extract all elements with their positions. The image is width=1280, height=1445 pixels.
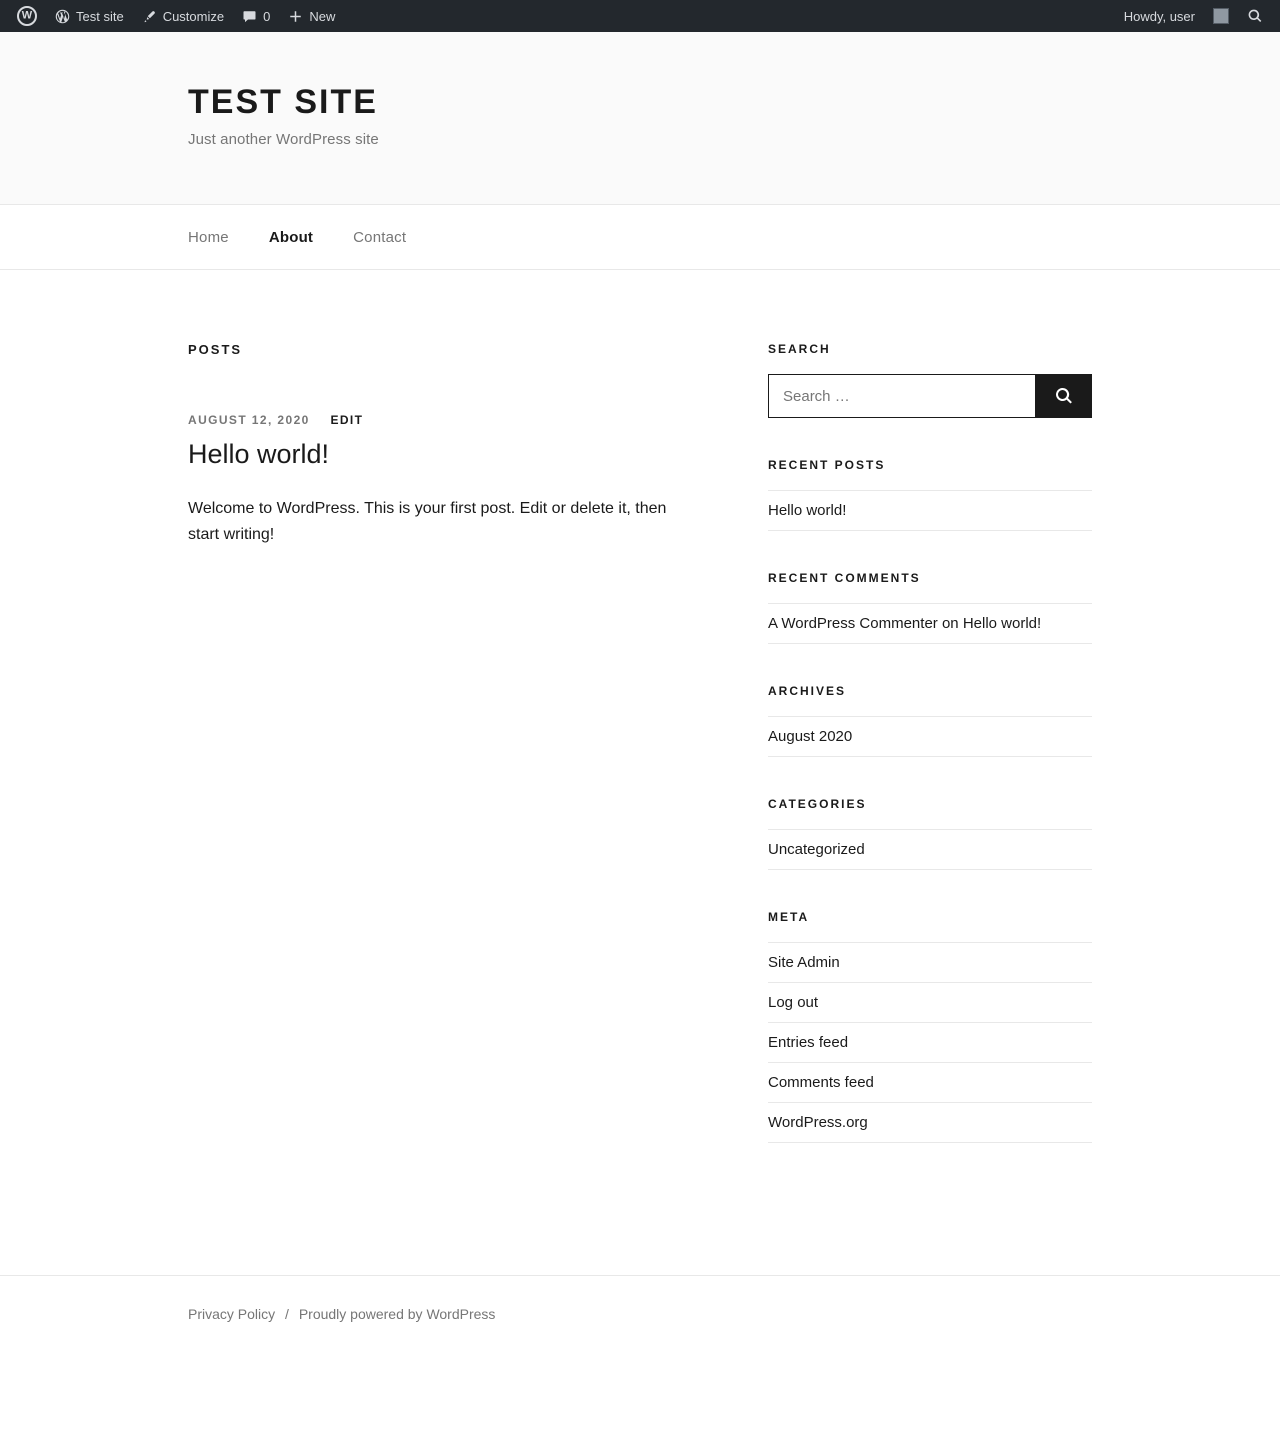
archives-list: [768, 716, 1092, 757]
widget-meta: [768, 910, 1092, 1143]
widget-recent-comments: [768, 571, 1092, 644]
list-item: [768, 1063, 1092, 1103]
post-meta: [188, 413, 768, 427]
search-icon: [1054, 386, 1074, 406]
content-sidebar-columns: [188, 342, 1092, 1183]
search-submit-button[interactable]: [1035, 374, 1092, 418]
site-header: [0, 32, 1280, 205]
comment-on-label: on: [941, 615, 959, 633]
recent-posts-list: [768, 490, 1092, 531]
sidebar: [768, 342, 1092, 1183]
site-title[interactable]: TEST SITE: [188, 83, 378, 121]
content-column: [188, 342, 768, 548]
meta-link-log-out[interactable]: Log out: [768, 994, 819, 1012]
recent-comments-list: [768, 603, 1092, 644]
widget-categories-title: CATEGORIES: [768, 797, 867, 812]
widget-recent-posts: [768, 458, 1092, 531]
meta-link-site-admin[interactable]: Site Admin: [768, 954, 840, 972]
wp-logo-menu[interactable]: [8, 0, 46, 32]
site-name-label: Test site: [76, 8, 124, 24]
post-excerpt: Welcome to WordPress. This is your first post. Edit or delete it, then start writing!: [188, 500, 667, 544]
primary-navigation: [0, 205, 1280, 270]
list-item: [768, 490, 1092, 531]
site-header-inner: [188, 84, 1092, 148]
widget-search-title: SEARCH: [768, 342, 831, 357]
post-article: [188, 413, 768, 548]
comments-link[interactable]: [233, 0, 279, 32]
site-footer: [0, 1275, 1280, 1362]
footer-separator: /: [285, 1306, 289, 1323]
comment-bubble-icon: [242, 9, 257, 24]
post-edit-link[interactable]: EDIT: [330, 413, 364, 428]
nav-container: [188, 205, 1092, 269]
widget-recent-posts-title: RECENT POSTS: [768, 458, 886, 473]
powered-by-link[interactable]: Proudly powered by WordPress: [298, 1306, 496, 1323]
comments-count: 0: [263, 8, 271, 24]
search-input[interactable]: [768, 374, 1035, 418]
site-name-menu[interactable]: [46, 0, 133, 32]
nav-list: [188, 205, 1092, 269]
dashboard-icon: [55, 9, 70, 24]
paintbrush-icon: [142, 9, 157, 24]
list-item: [768, 1023, 1092, 1063]
category-link[interactable]: Uncategorized: [768, 841, 865, 859]
new-label: New: [309, 8, 336, 24]
comment-post-link[interactable]: Hello world!: [962, 615, 1042, 633]
nav-item-home[interactable]: Home: [188, 228, 229, 246]
nav-item-contact[interactable]: Contact: [353, 228, 407, 246]
main-container: [188, 342, 1092, 1183]
wordpress-logo-icon: [17, 6, 37, 26]
widget-recent-comments-title: RECENT COMMENTS: [768, 571, 921, 586]
list-item: [768, 829, 1092, 870]
customize-link[interactable]: [133, 0, 233, 32]
customize-label: Customize: [162, 8, 225, 24]
categories-list: [768, 829, 1092, 870]
new-content-menu[interactable]: [279, 0, 344, 32]
howdy-label: Howdy, user: [1123, 8, 1195, 24]
list-item: [768, 716, 1092, 757]
main-area: [0, 270, 1280, 1183]
search-form: [768, 374, 1092, 418]
meta-link-entries-feed[interactable]: Entries feed: [768, 1034, 849, 1052]
widget-search: [768, 342, 1092, 418]
list-item: [768, 603, 1092, 644]
site-tagline: Just another WordPress site: [188, 131, 379, 149]
post-title[interactable]: Hello world!: [188, 439, 330, 470]
footer-credits: [188, 1306, 1092, 1322]
admin-bar-left: [8, 0, 344, 32]
search-icon: [1247, 8, 1263, 24]
list-item: [768, 1103, 1092, 1143]
nav-item-about[interactable]: About: [268, 228, 314, 246]
widget-meta-title: META: [768, 910, 810, 925]
post-date-link[interactable]: AUGUST 12, 2020: [188, 413, 310, 428]
admin-bar-right: [1115, 0, 1272, 32]
list-item: [768, 983, 1092, 1023]
meta-link-wordpress-org[interactable]: WordPress.org: [768, 1114, 868, 1132]
plus-icon: [288, 9, 303, 24]
widget-categories: [768, 797, 1092, 870]
widget-archives-title: ARCHIVES: [768, 684, 847, 699]
wp-admin-bar: [0, 0, 1280, 32]
meta-list: [768, 942, 1092, 1143]
comment-author-link[interactable]: A WordPress Commenter: [768, 615, 938, 633]
archive-link[interactable]: August 2020: [768, 728, 853, 746]
page-title: POSTS: [188, 342, 243, 358]
my-account-menu[interactable]: [1115, 0, 1238, 32]
widget-archives: [768, 684, 1092, 757]
footer-container: [188, 1306, 1092, 1322]
meta-link-comments-feed[interactable]: Comments feed: [768, 1074, 874, 1092]
list-item: [768, 942, 1092, 983]
recent-post-link[interactable]: Hello world!: [768, 502, 847, 520]
avatar: [1213, 8, 1229, 24]
privacy-policy-link[interactable]: Privacy Policy: [188, 1306, 276, 1323]
admin-bar-search-toggle[interactable]: [1238, 0, 1272, 32]
